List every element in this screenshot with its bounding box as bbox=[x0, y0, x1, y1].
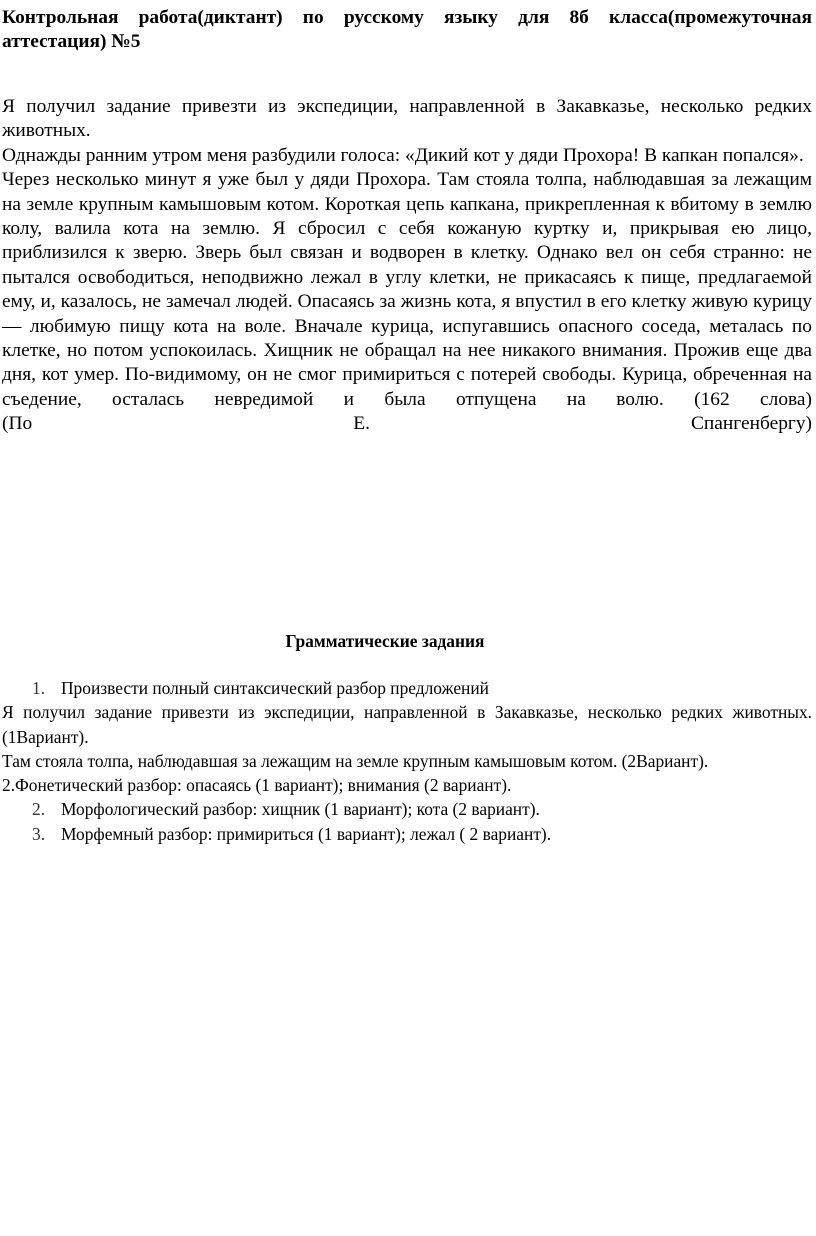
dictation-paragraph-3: Через несколько минут я уже был у дяди Прохора. Там стояла толпа, наблюдавшая за лежащим на земле крупным камышовым котом. Короткая цепь капкана, прикрепленная к вбитому в землю колу, валила кота на землю. Я сбросил с себя кожаную куртку и, прикрывая ею лицо, приблизился к зверю. Зверь был связан и водворен в клетку. Однако вел он себя странно: не пытался освободиться, неподвижно лежал в углу клетки, не прикасаясь к пище, предлагаемой ему, и, казалось, не замечал людей. Опасаясь за жизнь кота, я впустил в его клетку живую курицу — любимую пищу кота на воле. Вначале курица, испугавшись опасного соседа, металась по клетке, но потом успокоилась. Хищник не обращал на нее никакого внимания. Прожив еще два дня, кот умер. По-видимому, он не смог примириться с потерей свободы. Курица, обреченная на съедение, осталась невредимой и была отпущена на волю. (162 слова) bbox=[2, 169, 812, 410]
document-title: Контрольная работа(диктант) по русскому языку для 8б класса(промежуточная аттестация) №5 bbox=[2, 7, 812, 52]
task-text: Морфологический разбор: хищник (1 вариант); кота (2 вариант). bbox=[61, 799, 540, 820]
grammar-section-heading: Грамматические задания bbox=[285, 631, 485, 651]
dictation-paragraph-1: Я получил задание привезти из экспедиции, направленной в Закавказье, несколько редких животных. bbox=[2, 96, 812, 142]
task-number: 1. bbox=[32, 678, 46, 698]
task-morphological bbox=[2, 797, 812, 821]
dictation-source: (По Е. Спангенбергу) bbox=[2, 413, 812, 435]
dictation-text bbox=[2, 95, 812, 437]
task-number: 2. bbox=[32, 799, 46, 820]
task-sentence-variant-2: Там стояла толпа, наблюдавшая за лежащим на земле крупным камышовым котом. (2Вариант). bbox=[2, 750, 709, 771]
task-text: Морфемный разбор: примириться (1 вариант); лежал ( 2 вариант). bbox=[61, 823, 552, 844]
grammar-tasks bbox=[2, 676, 812, 846]
task-text: Произвести полный синтаксический разбор предложений bbox=[61, 678, 489, 698]
task-phonetic: 2.Фонетический разбор: опасаясь (1 вариант); внимания (2 вариант). bbox=[2, 775, 512, 796]
dictation-paragraph-2: Однажды ранним утром меня разбудили голоса: «Дикий кот у дяди Прохора! В капкан попался». bbox=[2, 144, 804, 166]
task-sentence-variant-1: Я получил задание привезти из экспедиции, направленной в Закавказье, несколько редких животных.(1Вариант). bbox=[2, 702, 812, 747]
task-syntax bbox=[2, 676, 812, 700]
task-number: 3. bbox=[32, 823, 46, 844]
task-morphemic bbox=[2, 822, 812, 846]
